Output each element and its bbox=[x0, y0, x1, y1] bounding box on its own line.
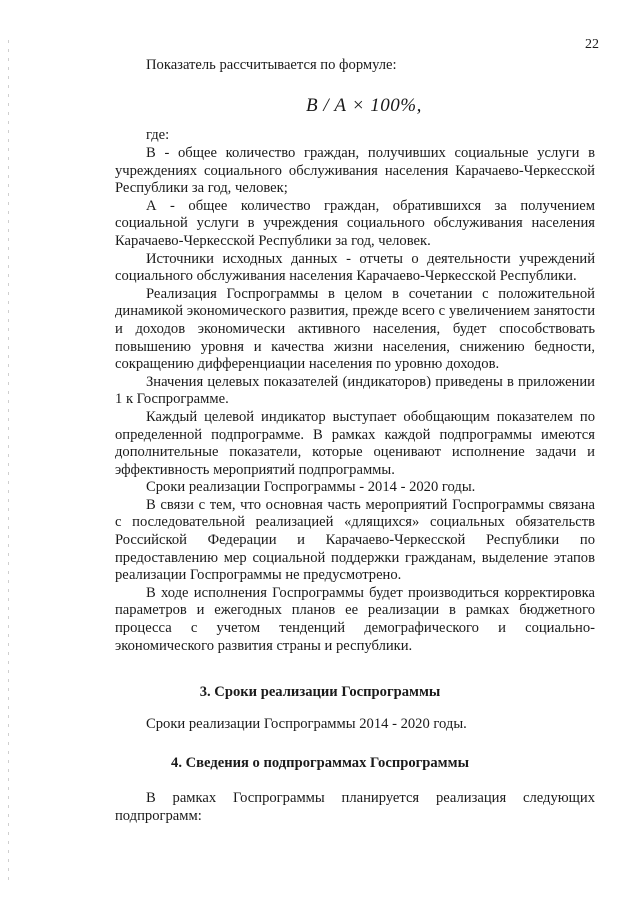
body-text bbox=[115, 145, 595, 655]
section-4-text: В рамках Госпрограммы планируется реализация следующих подпрограмм: bbox=[115, 790, 595, 824]
paragraph-adjustments: В ходе исполнения Госпрограммы будет производиться корректировка параметров и ежегодных планов ее реализации в рамках бюджетного процесса с учетом тенденций демографического и социально-экономического развития страны и республики. bbox=[115, 584, 595, 654]
binding-edge bbox=[8, 40, 9, 880]
where-label: где: bbox=[146, 127, 170, 143]
section-3-text: Сроки реализации Госпрограммы 2014 - 2020 годы. bbox=[146, 716, 467, 732]
formula: В / А × 100%, bbox=[306, 95, 422, 116]
paragraph-target-indicators: Каждый целевой индикатор выступает обобщающим показателем по определенной подпрограмме. В рамках каждой подпрограммы имеются дополнительные показатели, которые оценивают исполнение задачи и эффективность мероприятий подпрограммы. bbox=[115, 408, 595, 478]
paragraph-data-sources: Источники исходных данных - отчеты о деятельности учреждений социального обслуживания населения Карачаево-Черкесской Республики. bbox=[115, 250, 595, 285]
section-3-heading: 3. Сроки реализации Госпрограммы bbox=[199, 684, 441, 700]
formula-intro: Показатель рассчитывается по формуле: bbox=[146, 57, 397, 73]
paragraph-b-definition: В - общее количество граждан, получивших социальные услуги в учреждениях социального обслуживания населения Карачаево-Черкесской Республики за год, человек; bbox=[115, 145, 595, 197]
page-number: 22 bbox=[585, 37, 599, 52]
paragraph-implementation: Реализация Госпрограммы в целом в сочетании с положительной динамикой экономического развития, прежде всего с увеличением занятости и доходов экономически активного населения, будет способствовать повышению уровня и качества жизни населения, снижению бедности, сокращению дифференциации населения по уровню доходов. bbox=[115, 285, 595, 373]
section-4-body bbox=[115, 790, 595, 825]
paragraph-a-definition: А - общее количество граждан, обратившихся за получением социальной услуги в учреждения социального обслуживания населения Карачаево-Черкесской Республики за год, человек. bbox=[115, 197, 595, 249]
section-4-heading: 4. Сведения о подпрограммах Госпрограммы bbox=[171, 755, 469, 771]
paragraph-indicator-values: Значения целевых показателей (индикаторов) приведены в приложении 1 к Госпрограмме. bbox=[115, 373, 595, 408]
paragraph-timeframe: Сроки реализации Госпрограммы - 2014 - 2020 годы. bbox=[146, 479, 476, 496]
paragraph-stages: В связи с тем, что основная часть мероприятий Госпрограммы связана с последовательной реализацией «длящихся» социальных обязательств Российской Федерации и Карачаево-Черкесской Республики по предоставлению мер социальной поддержки гражданам, выделение этапов реализации Госпрограммы не предусмотрено. bbox=[115, 496, 595, 584]
